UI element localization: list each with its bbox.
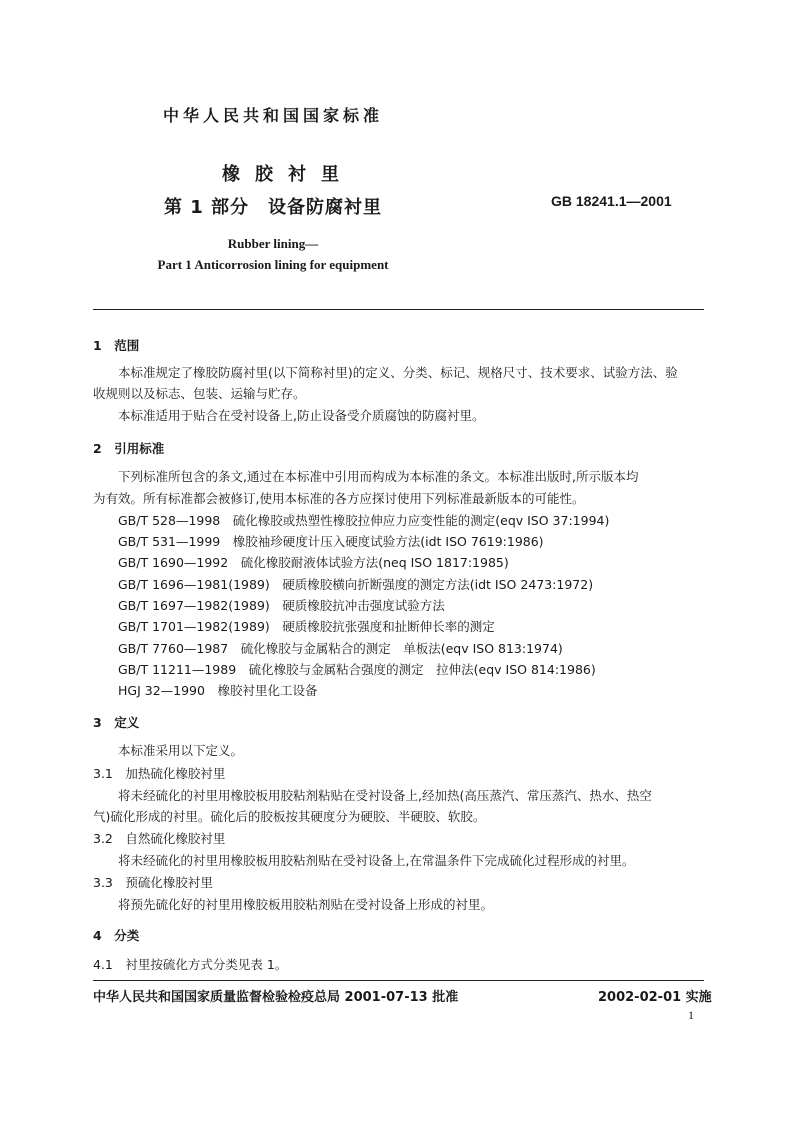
reference-item: HGJ 32—1990 橡胶衬里化工设备 — [118, 683, 318, 698]
reference-item: GB/T 1696—1981(1989) 硬质橡胶横向折断强度的测定方法(idt ISO 2473:1972) — [118, 577, 594, 592]
section-3-1-heading: 3.1 加热硫化橡胶衬里 — [93, 766, 226, 781]
reference-item: GB/T 1701—1982(1989) 硬质橡胶抗张强度和扯断伸长率的测定 — [118, 619, 495, 634]
footer-divider — [93, 980, 704, 981]
reference-item: GB/T 531—1999 橡胶袖珍硬度计压入硬度试验方法(idt ISO 7619:1986) — [118, 534, 544, 549]
section-3-1-text-line: 气)硫化形成的衬里。硫化后的胶板按其硬度分为硬胶、半硬胶、软胶。 — [93, 809, 486, 824]
section-1-paragraph-line: 收规则以及标志、包装、运输与贮存。 — [93, 386, 306, 401]
section-1-paragraph: 本标准适用于贴合在受衬设备上,防止设备受介质腐蚀的防腐衬里。 — [118, 408, 485, 423]
reference-item: GB/T 11211—1989 硫化橡胶与金属粘合强度的测定 拉伸法(eqv ISO 814:1986) — [118, 662, 596, 677]
document-title: 橡胶衬里 — [222, 164, 354, 185]
header-divider — [93, 309, 704, 310]
national-standard-label: 中华人民共和国国家标准 — [162, 106, 383, 125]
section-3-2-heading: 3.2 自然硫化橡胶衬里 — [93, 831, 226, 846]
standard-code: GB 18241.1—2001 — [551, 193, 672, 209]
section-2-heading: 2 引用标准 — [93, 441, 165, 456]
english-title-line2: Part 1 Anticorrosion lining for equipment — [157, 257, 389, 272]
section-3-2-text: 将未经硫化的衬里用橡胶板用胶粘剂贴在受衬设备上,在常温条件下完成硫化过程形成的衬里。 — [118, 853, 635, 868]
section-4-1-text: 4.1 衬里按硫化方式分类见表 1。 — [93, 957, 288, 972]
section-3-intro: 本标准采用以下定义。 — [118, 743, 244, 758]
section-1-paragraph-line: 本标准规定了橡胶防腐衬里(以下简称衬里)的定义、分类、标记、规格尺寸、技术要求、试验方法、验 — [118, 365, 678, 380]
section-3-3-heading: 3.3 预硫化橡胶衬里 — [93, 875, 213, 890]
section-2-paragraph-line: 为有效。所有标准都会被修订,使用本标准的各方应探讨使用下列标准最新版本的可能性。 — [93, 491, 585, 506]
implementation-date: 2002-02-01 实施 — [598, 990, 712, 1005]
section-2-paragraph-line: 下列标准所包含的条文,通过在本标准中引用而构成为本标准的条文。本标准出版时,所示版本均 — [118, 469, 639, 484]
section-4-heading: 4 分类 — [93, 928, 140, 943]
reference-item: GB/T 528—1998 硫化橡胶或热塑性橡胶拉伸应力应变性能的测定(eqv ISO 37:1994) — [118, 513, 610, 528]
english-title-line1: Rubber lining— — [227, 236, 319, 251]
reference-item: GB/T 1697—1982(1989) 硬质橡胶抗冲击强度试验方法 — [118, 598, 445, 613]
page-number: 1 — [688, 1008, 694, 1022]
section-1-heading: 1 范围 — [93, 338, 140, 353]
section-3-3-text: 将预先硫化好的衬里用橡胶板用胶粘剂贴在受衬设备上形成的衬里。 — [118, 897, 494, 912]
section-3-1-text-line: 将未经硫化的衬里用橡胶板用胶粘剂粘贴在受衬设备上,经加热(高压蒸汽、常压蒸汽、热水、热空 — [118, 788, 652, 803]
document-subtitle: 第 1 部分 设备防腐衬里 — [163, 197, 383, 218]
reference-item: GB/T 7760—1987 硫化橡胶与金属粘合的测定 单板法(eqv ISO 813:1974) — [118, 641, 563, 656]
section-3-heading: 3 定义 — [93, 715, 140, 730]
reference-item: GB/T 1690—1992 硫化橡胶耐液体试验方法(neq ISO 1817:1985) — [118, 555, 509, 570]
approval-line: 中华人民共和国国家质量监督检验检疫总局 2001-07-13 批准 — [93, 990, 459, 1005]
